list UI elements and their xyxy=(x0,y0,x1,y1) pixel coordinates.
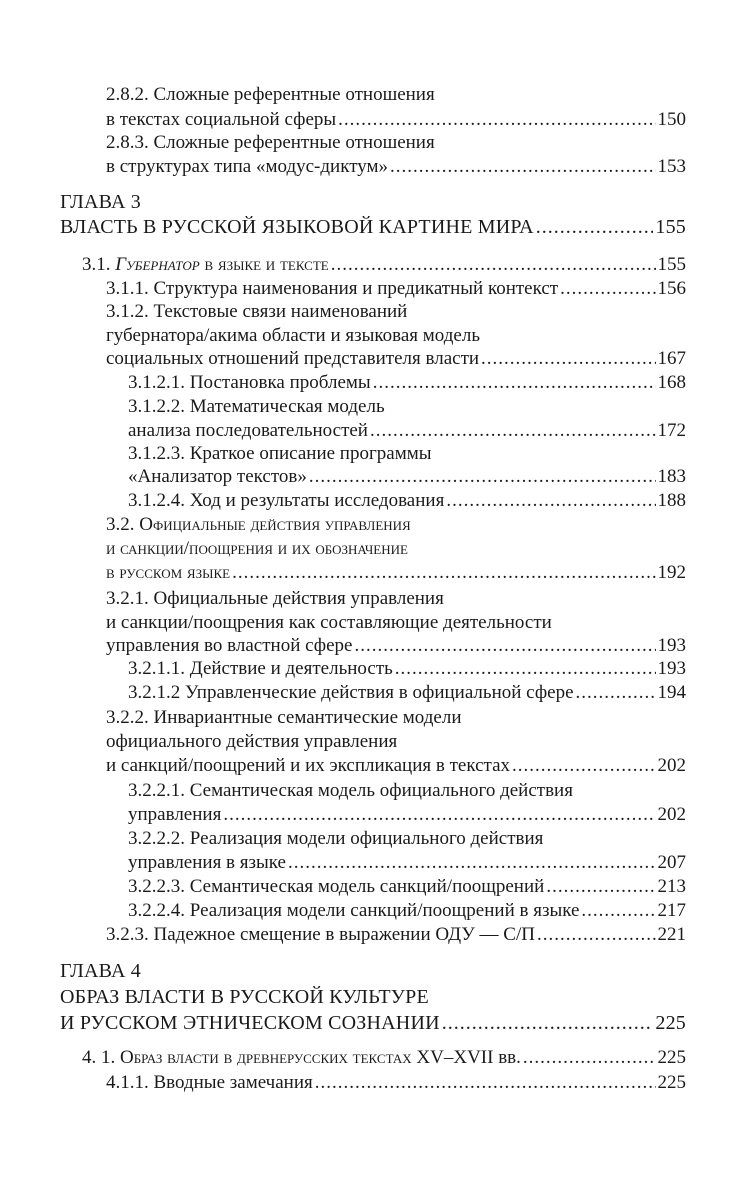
dot-leader xyxy=(581,899,655,923)
toc-entry xyxy=(106,108,686,132)
toc-page-number: 194 xyxy=(657,682,686,703)
toc-entry xyxy=(106,706,462,730)
chapter-heading xyxy=(60,1011,686,1035)
toc-entry-title: 3.1.2.1. Постановка проблемы xyxy=(128,372,371,393)
dot-leader xyxy=(523,1046,656,1070)
toc-entry-title-italic: Губернатор xyxy=(115,254,200,275)
toc-entry-title: 3.2.2.1. Семантическая модель официального действия xyxy=(128,780,573,801)
toc-entry-title: управления в языке xyxy=(128,852,286,873)
toc-entry xyxy=(128,371,686,395)
toc-entry xyxy=(106,347,686,371)
toc-entry-title: и санкции/поощрения как составляющие деятельности xyxy=(106,612,552,633)
toc-page-number: 193 xyxy=(657,658,686,679)
toc-entry-title: 4.1.1. Вводные замечания xyxy=(106,1072,313,1093)
toc-entry-title: 3.1.2.2. Математическая модель xyxy=(128,396,385,417)
toc-page-number: 192 xyxy=(657,562,686,583)
toc-page-number: 225 xyxy=(657,1072,686,1093)
dot-leader xyxy=(512,754,655,778)
toc-page-number: 221 xyxy=(657,924,686,945)
toc-entry-title: управления во властной сфере xyxy=(106,635,353,656)
toc-entry-title: 3.2.1. Официальные действия управления xyxy=(106,588,444,609)
toc-entry-title: 3.2.2.4. Реализация модели санкций/поощрений в языке xyxy=(128,900,580,921)
toc-entry-title: социальных отношений представителя власти xyxy=(106,348,480,369)
toc-entry-title: и санкции/поощрения и их обозначение xyxy=(106,538,408,559)
toc-entry xyxy=(106,83,435,107)
toc-entry xyxy=(128,803,686,827)
toc-entry xyxy=(128,395,385,419)
toc-page-number: 155 xyxy=(655,216,686,238)
toc-entry-title: анализа последовательностей xyxy=(128,420,368,441)
dot-leader xyxy=(395,657,656,681)
dot-leader xyxy=(288,851,656,875)
chapter-title: И РУССКОМ ЭТНИЧЕСКОМ СОЗНАНИИ xyxy=(60,1012,440,1034)
toc-page-number: 150 xyxy=(657,109,686,130)
toc-entry xyxy=(106,300,407,324)
toc-entry-title: 3.2.1.1. Действие и деятельность xyxy=(128,658,393,679)
toc-entry xyxy=(106,754,686,778)
toc-entry xyxy=(106,1071,686,1095)
chapter-heading xyxy=(60,959,141,983)
toc-entry xyxy=(128,657,686,681)
toc-entry-title: 3.1. Губернатор в языке и тексте xyxy=(82,254,329,275)
toc-page-number: 167 xyxy=(657,348,686,369)
toc-entry-title: 3.1.2. Текстовые связи наименований xyxy=(106,301,408,322)
dot-leader xyxy=(390,155,655,179)
toc-entry xyxy=(106,587,444,611)
toc-entry-title: 2.8.3. Сложные референтные отношения xyxy=(106,132,435,153)
dot-leader xyxy=(331,253,656,277)
dot-leader xyxy=(370,419,656,443)
toc-entry-title: в текстах социальной сферы xyxy=(106,109,337,130)
toc-page-number: 183 xyxy=(657,466,686,487)
chapter-title: ОБРАЗ ВЛАСТИ В РУССКОЙ КУЛЬТУРЕ xyxy=(60,986,429,1008)
chapter-number: ГЛАВА 3 xyxy=(60,191,141,213)
toc-entry xyxy=(106,324,480,348)
dot-leader xyxy=(481,347,655,371)
toc-entry xyxy=(106,277,686,301)
toc-entry xyxy=(128,489,686,513)
toc-entry xyxy=(106,131,435,155)
dot-leader xyxy=(232,561,655,585)
chapter-title: ВЛАСТЬ В РУССКОЙ ЯЗЫКОВОЙ КАРТИНЕ МИРА xyxy=(60,216,534,238)
toc-entry-title: 3.2.2. Инвариантные семантические модели xyxy=(106,707,462,728)
toc-entry xyxy=(128,442,432,466)
dot-leader xyxy=(446,489,655,513)
toc-entry-title: 3.2.2.2. Реализация модели официального действия xyxy=(128,828,544,849)
toc-entry-title: 3.1.2.3. Краткое описание программы xyxy=(128,443,432,464)
dot-leader xyxy=(309,465,656,489)
toc-entry xyxy=(128,875,686,899)
dot-leader xyxy=(536,215,654,239)
toc-entry-title: управления xyxy=(128,804,222,825)
toc-page-number: 188 xyxy=(657,490,686,511)
toc-page-number: 207 xyxy=(657,852,686,873)
toc-entry-title: 3.2.3. Падежное смещение в выражении ОДУ — С/П xyxy=(106,924,535,945)
dot-leader xyxy=(315,1071,656,1095)
toc-page-number: 168 xyxy=(657,372,686,393)
dot-leader xyxy=(537,923,656,947)
chapter-heading xyxy=(60,985,429,1009)
toc-entry-title: 4. 1. Образ власти в древнерусских текстах XV–XVII вв. xyxy=(82,1047,521,1068)
toc-entry xyxy=(106,634,686,658)
dot-leader xyxy=(338,108,655,132)
toc-page-number: 225 xyxy=(657,1047,686,1068)
toc-entry xyxy=(106,923,686,947)
toc-page-number: 217 xyxy=(657,900,686,921)
toc-entry xyxy=(128,465,686,489)
toc-page-number: 172 xyxy=(657,420,686,441)
toc-page-number: 155 xyxy=(657,254,686,275)
toc-entry xyxy=(128,779,573,803)
toc-page-number: 193 xyxy=(657,635,686,656)
dot-leader xyxy=(560,277,655,301)
dot-leader xyxy=(223,803,655,827)
toc-entry xyxy=(106,730,397,754)
toc-entry xyxy=(106,611,552,635)
toc-entry-title: и санкций/поощрений и их экспликация в текстах xyxy=(106,755,511,776)
toc-entry xyxy=(128,827,543,851)
toc-section xyxy=(106,537,408,561)
dot-leader xyxy=(373,371,656,395)
toc-section xyxy=(82,253,686,277)
toc-entry-title: 2.8.2. Сложные референтные отношения xyxy=(106,84,435,105)
toc-section xyxy=(106,513,411,537)
toc-entry-title: 3.2.2.3. Семантическая модель санкций/поощрений xyxy=(128,876,545,897)
dot-leader xyxy=(576,681,656,705)
toc-entry-title: 3.2. Официальные действия управления xyxy=(106,514,411,535)
dot-leader xyxy=(354,634,655,658)
toc-entry-title: 3.1.1. Структура наименования и предикатный контекст xyxy=(106,278,559,299)
toc-page-number: 225 xyxy=(655,1012,686,1034)
chapter-heading xyxy=(60,190,141,214)
toc-entry-title: губернатора/акима области и языковая модель xyxy=(106,325,480,346)
toc-entry-title: 3.1.2.4. Ход и результаты исследования xyxy=(128,490,445,511)
chapter-heading xyxy=(60,215,686,239)
toc-entry-title: в русском языке xyxy=(106,562,231,583)
toc-entry xyxy=(128,681,686,705)
toc-page-number: 202 xyxy=(657,755,686,776)
toc-section xyxy=(106,561,686,585)
toc-page-number: 202 xyxy=(657,804,686,825)
dot-leader xyxy=(546,875,655,899)
toc-entry xyxy=(128,419,686,443)
chapter-number: ГЛАВА 4 xyxy=(60,960,141,982)
toc-entry xyxy=(128,899,686,923)
toc-section xyxy=(82,1046,686,1070)
dot-leader xyxy=(442,1011,654,1035)
toc-entry xyxy=(128,851,686,875)
toc-entry xyxy=(106,155,686,179)
toc-entry-title: «Анализатор текстов» xyxy=(128,466,307,487)
toc-page-number: 213 xyxy=(657,876,686,897)
toc-page-number: 153 xyxy=(657,156,686,177)
toc-entry-title: в структурах типа «модус-диктум» xyxy=(106,156,389,177)
toc-entry-title: 3.2.1.2 Управленческие действия в официальной сфере xyxy=(128,682,574,703)
toc-page-number: 156 xyxy=(657,278,686,299)
toc-entry-title: официального действия управления xyxy=(106,731,398,752)
